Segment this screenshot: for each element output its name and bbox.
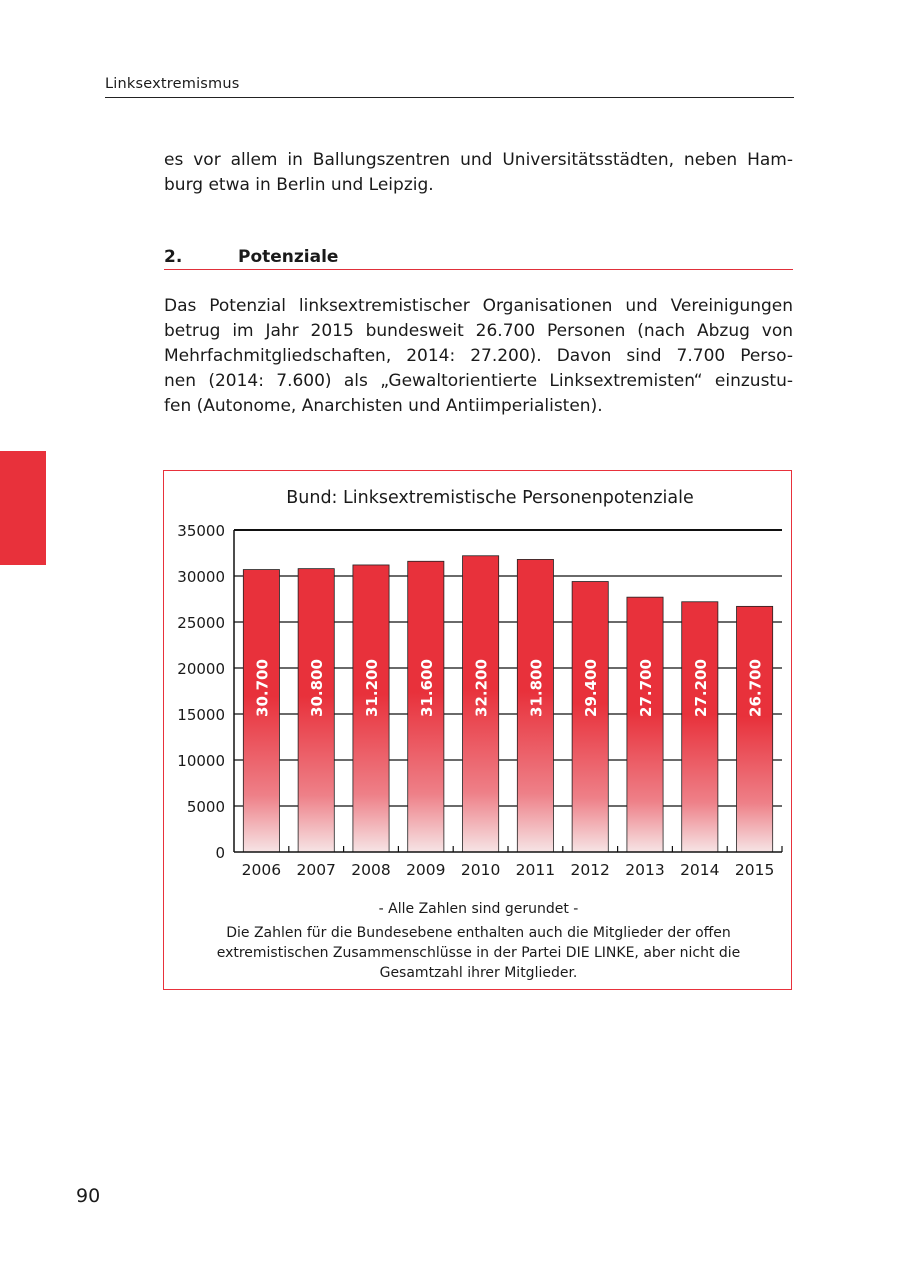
y-tick-label: 15000: [177, 706, 225, 724]
chart-footnote-line: extremistischen Zusammenschlüsse in der Partei DIE LINKE, aber nicht die: [216, 945, 741, 961]
x-tick-label: 2013: [625, 861, 665, 879]
x-tick-label: 2007: [296, 861, 336, 879]
paragraph-line: nen (2014: 7.600) als „Gewaltorientierte Linksextremisten“ einzustu-: [164, 371, 793, 391]
bar-2014: [682, 602, 718, 852]
bar-value-label: 32.200: [472, 659, 491, 717]
bar-2013: [627, 597, 663, 852]
paragraph-line: fen (Autonome, Anarchisten und Antiimperialisten).: [164, 396, 603, 416]
bar-value-label: 31.600: [417, 659, 436, 717]
y-tick-label: 35000: [177, 522, 225, 540]
x-tick-label: 2011: [515, 861, 556, 879]
x-tick-label: 2015: [734, 861, 775, 879]
section-number: 2.: [164, 247, 183, 267]
x-tick-label: 2010: [460, 861, 501, 879]
section-heading: [164, 245, 793, 270]
y-tick-label: 5000: [186, 798, 225, 816]
bar-value-label: 27.700: [637, 659, 655, 717]
bar-value-label: 31.800: [527, 659, 546, 717]
section-title: Potenziale: [238, 247, 339, 267]
page-number: 90: [76, 1185, 101, 1207]
y-tick-label: 25000: [177, 614, 225, 632]
y-tick-label: 20000: [177, 660, 225, 678]
x-tick-label: 2012: [570, 861, 610, 879]
chart-footnote-line: Gesamtzahl ihrer Mitglieder.: [379, 965, 578, 981]
bar-2015: [737, 606, 773, 852]
chart-title: Bund: Linksextremistische Personenpotenziale: [286, 488, 694, 508]
bar-value-label: 29.400: [582, 659, 601, 717]
chart-frame: [163, 470, 792, 990]
chart-footnote-line: Die Zahlen für die Bundesebene enthalten auch die Mitglieder der offen: [226, 925, 731, 941]
x-tick-label: 2009: [406, 861, 446, 879]
paragraph-line: Mehrfachmitgliedschaften, 2014: 27.200). Davon sind 7.700 Perso-: [164, 346, 793, 366]
y-tick-label: 10000: [177, 752, 225, 770]
x-tick-label: 2014: [680, 861, 720, 879]
paragraph-line: es vor allem in Ballungszentren und Universitätsstädten, neben Ham-: [164, 150, 793, 170]
bar-value-label: 26.700: [746, 659, 765, 717]
chart-note-rounded: - Alle Zahlen sind gerundet -: [378, 901, 579, 917]
bar-value-label: 27.200: [691, 659, 710, 717]
paragraph-line: betrug im Jahr 2015 bundesweit 26.700 Personen (nach Abzug von: [164, 321, 793, 341]
bar-chart: [164, 471, 791, 901]
bar-value-label: 30.800: [308, 659, 327, 717]
chapter-side-tab: [0, 451, 46, 565]
y-tick-label: 30000: [177, 568, 225, 586]
body-paragraph: [164, 294, 793, 419]
intro-paragraph: [164, 148, 793, 198]
x-tick-label: 2008: [351, 861, 391, 879]
paragraph-line: Das Potenzial linksextremistischer Organisationen und Vereinigungen: [164, 296, 793, 316]
x-tick-label: 2006: [241, 861, 282, 879]
y-tick-label: 0: [215, 844, 225, 862]
bar-value-label: 31.200: [363, 659, 381, 717]
bar-value-label: 30.700: [253, 659, 272, 717]
paragraph-line: burg etwa in Berlin und Leipzig.: [164, 175, 434, 195]
running-head: Linksextremismus: [105, 76, 794, 98]
